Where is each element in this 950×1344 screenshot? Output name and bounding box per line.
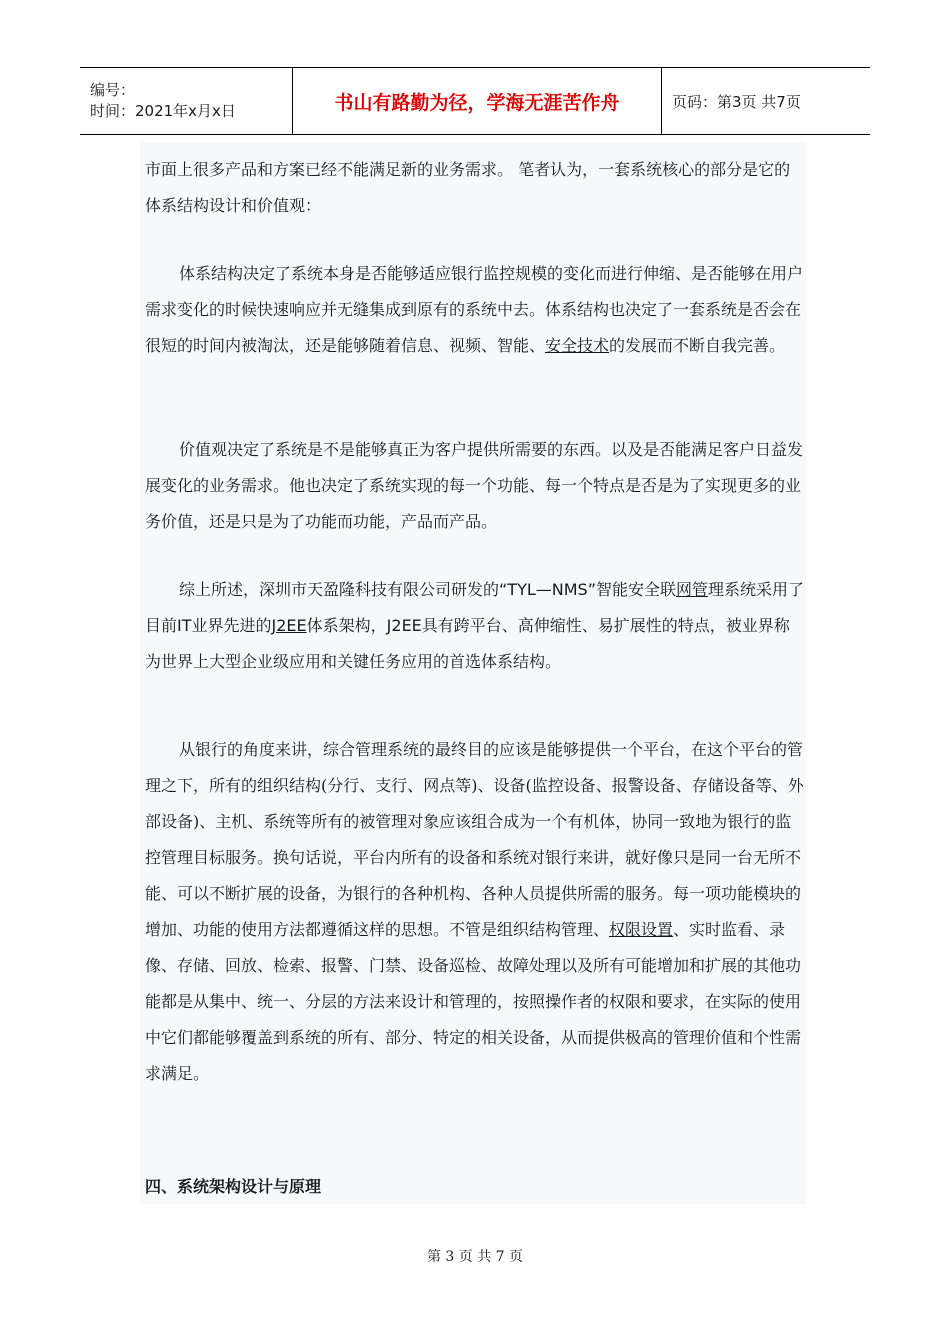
- document-body: [140, 142, 806, 1204]
- paragraph-3: 价值观决定了系统是不是能够真正为客户提供所需要的东西。以及是否能满足客户日益发展变化的业务需求。他也决定了系统实现的每一个功能、每一个特点是否是为了实现更多的业务价值，还是只是为了功能而功能，产品而产品。: [145, 440, 804, 531]
- page-footer: 第 3 页 共 7 页: [426, 1249, 524, 1265]
- paragraph-5-text-b: 、实时监看、录像、存储、回放、检索、报警、门禁、设备巡检、故障处理以及所有可能增加和扩展的其他功能都是从集中、统一、分层的方法来设计和管理的，按照操作者的权限和要求，在实际的使用中它们都能够覆盖到系统的所有、部分、特定的相关设备，从而提供极高的管理价值和个性需求满足。: [145, 920, 802, 1083]
- j2ee-term: J2EE: [386, 616, 422, 635]
- paragraph-4-text-f: 具有跨平台、高伸缩性、易扩展性的特点，被业界称为世界上大型企业级应用和关键任务应用的首选体系结构。: [145, 616, 790, 671]
- header-meta-cell: [80, 68, 293, 135]
- paragraph-4-text-b: 智能安全联: [595, 580, 676, 599]
- link-network-management[interactable]: 网管: [676, 580, 709, 599]
- paragraph-4-text-a: 综上所述，深圳市天盈隆科技有限公司研发的: [179, 580, 500, 599]
- paragraph-4-text-c: 理系统采用了目前: [145, 580, 805, 635]
- paragraph-4-text-d: 业界先进的: [191, 616, 272, 635]
- paragraph-5-text-a: 从银行的角度来讲，综合管理系统的最终目的应该是能够提供一个平台，在这个平台的管理之下，所有的组织结构(分行、支行、网点等)、设备(监控设备、报警设备、存储设备等、外部设备)、主机、系统等所有的被管理对象应该组合成为一个有机体，协同一致地为银行的监控管理目标服务。换句话说，平台内所有的设备和系统对银行来讲，就好像只是同一台无所不能、可以不断扩展的设备，为银行的各种机构、各种人员提供所需的服务。每一项功能模块的增加、功能的使用方法都遵循这样的思想。不管是组织结构管理、: [145, 740, 804, 939]
- serial-label: 编号：: [90, 81, 136, 99]
- paragraph-4-text-e: 体系架构，: [306, 616, 387, 635]
- paragraph-1: 市面上很多产品和方案已经不能满足新的业务需求。 笔者认为，一套系统核心的部分是它的体系结构设计和价值观：: [145, 160, 791, 215]
- paragraph-2-text-b: 的发展而不断自我完善。: [609, 336, 786, 355]
- it-term: IT: [177, 616, 192, 635]
- link-permission-settings[interactable]: 权限设置: [609, 920, 674, 939]
- paragraph-2-text-a: 体系结构决定了系统本身是否能够适应银行监控规模的变化而进行伸缩、是否能够在用户需求变化的时候快速响应并无缝集成到原有的系统中去。体系结构也决定了一套系统是否会在很短的时间内被淘汰，还是能够随着信息、视频、智能、: [145, 264, 804, 355]
- paragraph-2: [145, 256, 805, 364]
- product-name: “TYL—NMS”: [499, 580, 596, 599]
- link-j2ee[interactable]: J2EE: [271, 616, 307, 635]
- time-label: 时间：2021年x月x日: [90, 102, 236, 120]
- document-header: [80, 67, 870, 135]
- header-page-label: 页码：第3页 共7页: [662, 68, 871, 135]
- paragraph-4: [145, 572, 805, 680]
- section-heading: 四、系统架构设计与原理: [145, 1177, 322, 1196]
- paragraph-5: [145, 732, 805, 1092]
- header-motto: 书山有路勤为径，学海无涯苦作舟: [293, 68, 662, 135]
- link-security-tech[interactable]: 安全技术: [545, 336, 610, 355]
